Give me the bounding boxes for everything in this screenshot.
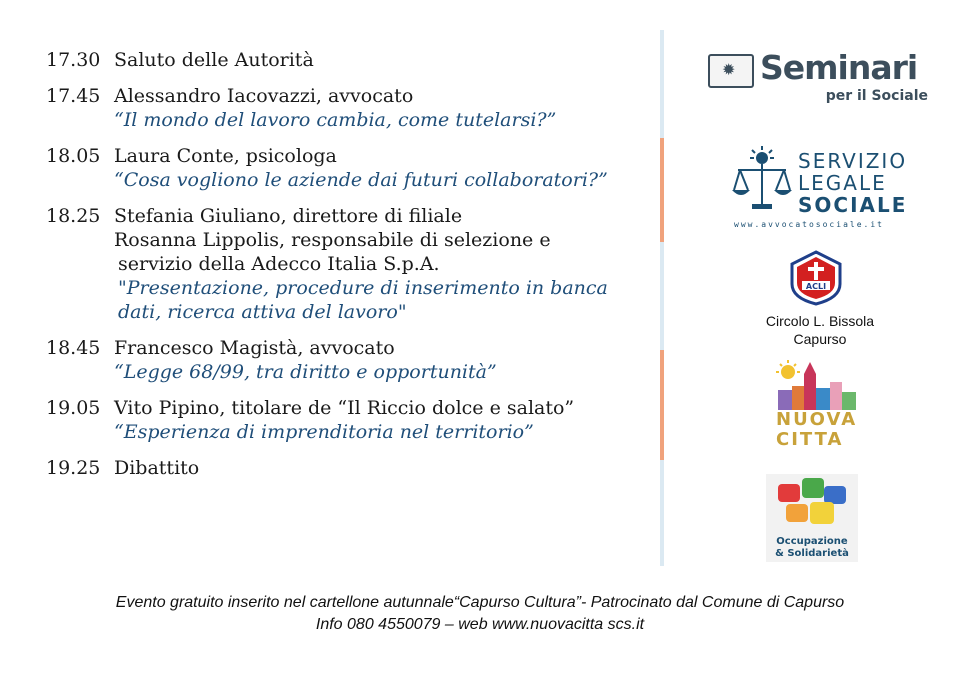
seminari-logo bbox=[708, 50, 928, 110]
servizio-line2: LEGALE bbox=[798, 171, 887, 195]
nuova-line1: NUOVA bbox=[776, 409, 858, 430]
acli-shield-icon bbox=[790, 250, 842, 306]
entry-time: 18.05 bbox=[46, 145, 101, 167]
entry-time: 18.45 bbox=[46, 337, 101, 359]
entry-time: 17.45 bbox=[46, 85, 101, 107]
occupazione-logo bbox=[766, 474, 858, 562]
servizio-url: www.avvocatosociale.it bbox=[734, 220, 884, 229]
divider-accent bbox=[660, 138, 664, 242]
seminari-subtitle: per il Sociale bbox=[825, 88, 928, 104]
entry-speaker: Laura Conte, psicologa bbox=[114, 145, 337, 167]
divider-accent bbox=[660, 350, 664, 460]
footer-info bbox=[0, 592, 960, 636]
city-skyline-icon bbox=[774, 358, 864, 412]
entry-time: 18.25 bbox=[46, 205, 101, 227]
nuova-citta-logo bbox=[774, 358, 864, 454]
entry-speaker: Saluto delle Autorità bbox=[114, 49, 314, 71]
entry-speaker: Francesco Magistà, avvocato bbox=[114, 337, 395, 359]
entry-speaker-role: servizio della Adecco Italia S.p.A. bbox=[118, 253, 440, 275]
puzzle-pieces-icon bbox=[772, 476, 852, 534]
entry-talk-title: “Il mondo del lavoro cambia, come tutelarsi?” bbox=[114, 109, 557, 131]
entry-talk-title: “Legge 68/99, tra diritto e opportunità” bbox=[114, 361, 497, 383]
entry-speaker: Dibattito bbox=[114, 457, 200, 479]
occupazione-line2: & Solidarietà bbox=[775, 548, 849, 559]
entry-time: 19.05 bbox=[46, 397, 101, 419]
scales-of-justice-icon bbox=[730, 146, 794, 216]
servizio-legale-logo bbox=[730, 146, 920, 236]
program-entry-1730 bbox=[46, 48, 646, 72]
entry-speaker: Rosanna Lippolis, responsabile di selezione e bbox=[114, 229, 551, 251]
servizio-line3: SOCIALE bbox=[798, 193, 908, 217]
sponsor-logos bbox=[690, 0, 950, 580]
program-entry-1905 bbox=[46, 396, 646, 444]
program-entry-1925 bbox=[46, 456, 646, 480]
entry-talk-title: “Esperienza di imprenditoria nel territorio” bbox=[114, 421, 534, 443]
footer-event-note: Evento gratuito inserito nel cartellone autunnale“Capurso Cultura”- Patrocinato dal Comune di Capurso bbox=[115, 594, 845, 611]
nuova-line2: CITTA bbox=[776, 429, 844, 450]
program-schedule bbox=[46, 48, 646, 492]
entry-talk-title: “Cosa vogliono le aziende dai futuri collaboratori?” bbox=[114, 169, 608, 191]
entry-time: 19.25 bbox=[46, 457, 101, 479]
program-entry-1845 bbox=[46, 336, 646, 384]
seminari-title: Seminari bbox=[760, 48, 918, 87]
entry-time: 17.30 bbox=[46, 49, 101, 71]
footer-contact: Info 080 4550079 – web www.nuovacitta scs.it bbox=[315, 616, 645, 633]
servizio-line1: SERVIZIO bbox=[798, 149, 908, 173]
program-entry-1825 bbox=[46, 204, 646, 324]
circolo-name: Circolo L. Bissola bbox=[765, 313, 875, 329]
program-entry-1745 bbox=[46, 84, 646, 132]
program-entry-1805 bbox=[46, 144, 646, 192]
entry-speaker: Stefania Giuliano, direttore di filiale bbox=[114, 205, 463, 227]
entry-speaker: Alessandro Iacovazzi, avvocato bbox=[114, 85, 414, 107]
entry-talk-title: dati, ricerca attiva del lavoro" bbox=[118, 301, 407, 323]
sun-icon: ✹ bbox=[722, 60, 736, 79]
entry-talk-title: "Presentazione, procedure di inserimento in banca bbox=[118, 277, 608, 299]
entry-speaker: Vito Pipino, titolare de “Il Riccio dolce e salato” bbox=[114, 397, 575, 419]
occupazione-line1: Occupazione bbox=[776, 536, 848, 547]
vertical-divider bbox=[660, 30, 664, 566]
acli-badge-text: ACLI bbox=[805, 282, 827, 291]
circolo-place: Capurso bbox=[793, 331, 847, 347]
book-icon bbox=[708, 54, 754, 88]
circolo-caption bbox=[700, 312, 940, 348]
